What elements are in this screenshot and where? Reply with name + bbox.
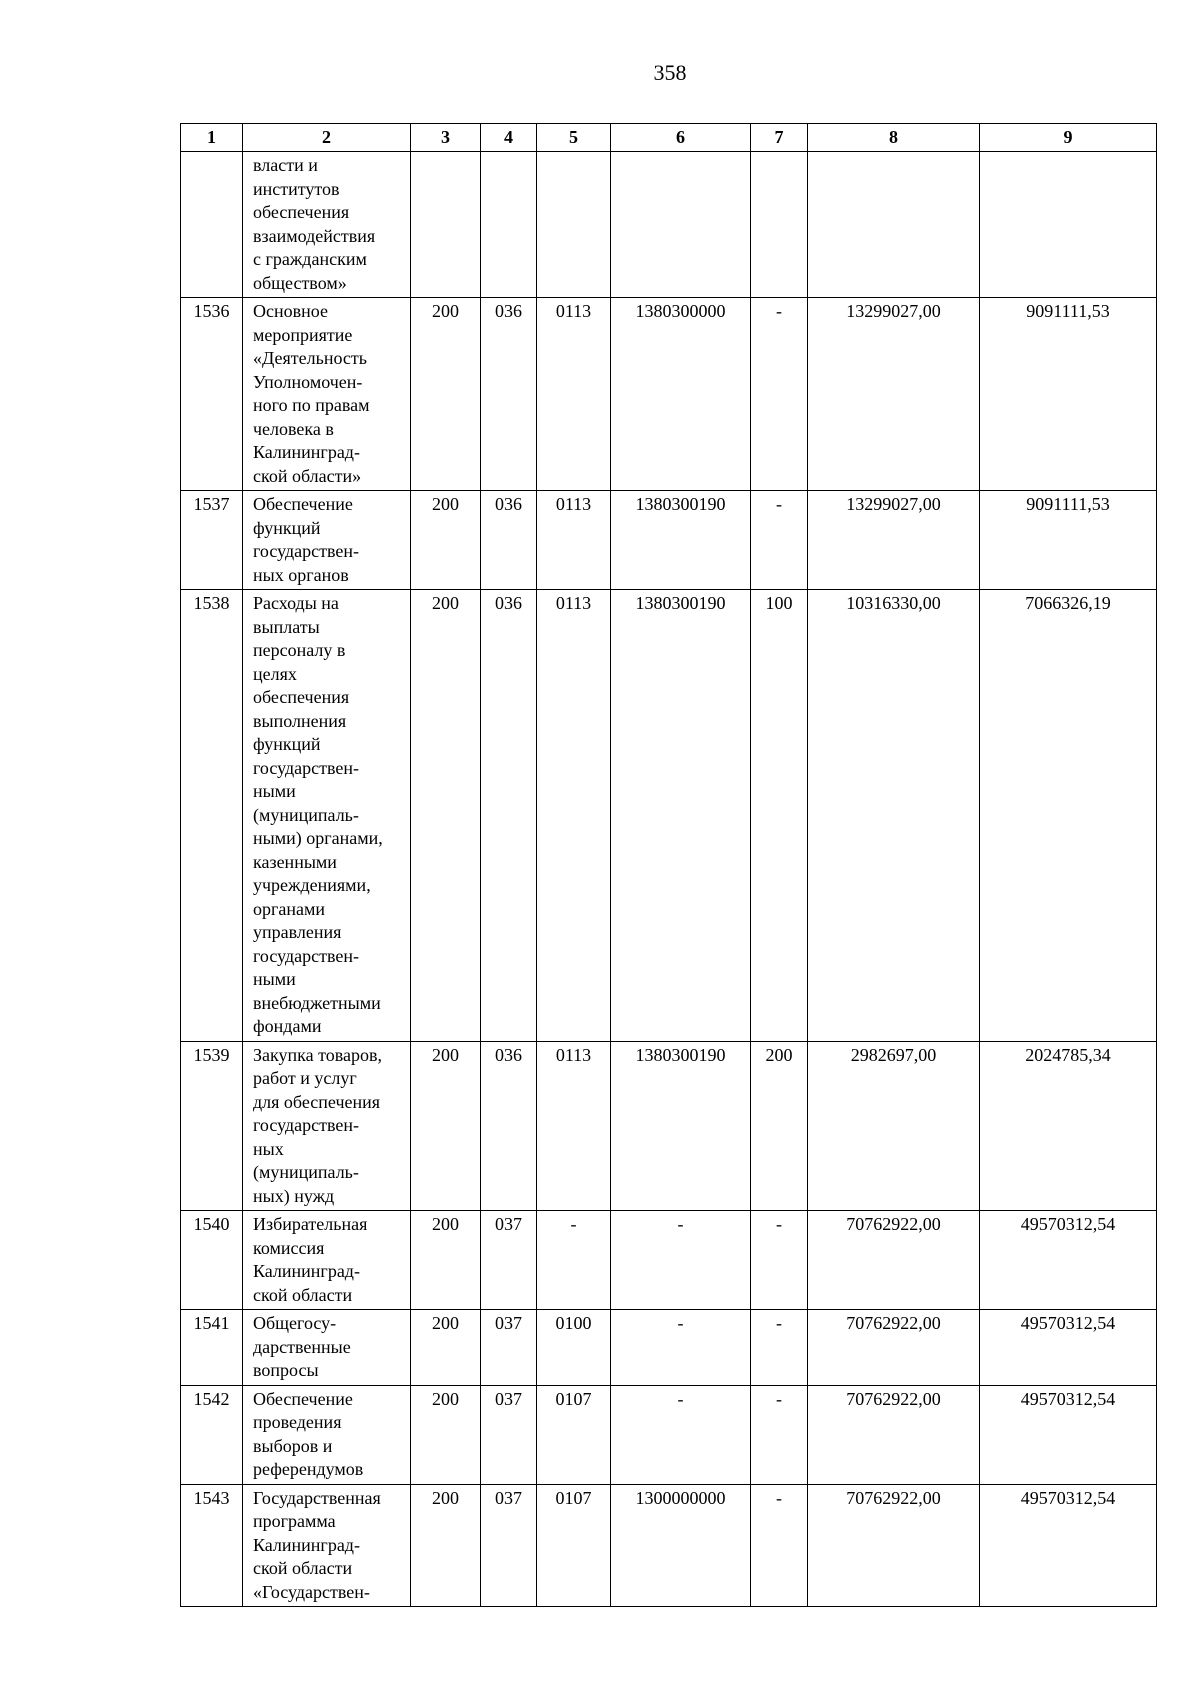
code-cell (611, 152, 751, 298)
row-number: 1538 (181, 590, 243, 1042)
code-cell: 036 (481, 491, 537, 590)
code-cell: 036 (481, 1041, 537, 1211)
code-cell: 0107 (537, 1484, 611, 1607)
code-cell (411, 152, 481, 298)
item-name: Избирательная комиссия Калининград- ской области (243, 1211, 411, 1310)
row-number: 1540 (181, 1211, 243, 1310)
header-cell: 7 (751, 124, 808, 152)
row-number: 1541 (181, 1310, 243, 1386)
code-cell: 1380300190 (611, 1041, 751, 1211)
amount-cell: 70762922,00 (808, 1385, 980, 1484)
code-cell: 1380300000 (611, 298, 751, 491)
code-cell (481, 152, 537, 298)
code-cell: 0100 (537, 1310, 611, 1386)
amount-cell: 2024785,34 (980, 1041, 1157, 1211)
item-name: Обеспечение функций государствен- ных органов (243, 491, 411, 590)
code-cell: - (611, 1310, 751, 1386)
code-cell: 200 (411, 1385, 481, 1484)
code-cell: - (751, 1211, 808, 1310)
code-cell: 036 (481, 590, 537, 1042)
amount-cell: 9091111,53 (980, 491, 1157, 590)
header-cell: 9 (980, 124, 1157, 152)
code-cell: 200 (411, 298, 481, 491)
item-name: власти и институтов обеспечения взаимодействия с гражданским обществом» (243, 152, 411, 298)
row-number (181, 152, 243, 298)
code-cell: 200 (411, 590, 481, 1042)
code-cell: - (751, 298, 808, 491)
code-cell: 036 (481, 298, 537, 491)
code-cell: 0113 (537, 491, 611, 590)
header-cell: 3 (411, 124, 481, 152)
table-row (181, 491, 1157, 590)
code-cell: 037 (481, 1310, 537, 1386)
code-cell: 200 (411, 1484, 481, 1607)
item-name: Общегосу- дарственные вопросы (243, 1310, 411, 1386)
amount-cell: 13299027,00 (808, 298, 980, 491)
amount-cell: 70762922,00 (808, 1211, 980, 1310)
amount-cell: 70762922,00 (808, 1484, 980, 1607)
code-cell: 1380300190 (611, 491, 751, 590)
amount-cell: 49570312,54 (980, 1385, 1157, 1484)
code-cell: 200 (411, 1211, 481, 1310)
budget-table (180, 123, 1157, 1607)
header-cell: 5 (537, 124, 611, 152)
item-name: Расходы на выплаты персоналу в целях обеспечения выполнения функций государствен- ными (муниципаль- ными) органами, казенными учреждениями, органами управления государствен- ными внебюджетными фондами (243, 590, 411, 1042)
code-cell: 0113 (537, 1041, 611, 1211)
header-cell: 2 (243, 124, 411, 152)
code-cell: 200 (411, 1041, 481, 1211)
header-cell: 6 (611, 124, 751, 152)
code-cell (751, 152, 808, 298)
page-number: 358 (653, 60, 687, 85)
code-cell: 200 (751, 1041, 808, 1211)
code-cell: - (751, 1484, 808, 1607)
row-number: 1539 (181, 1041, 243, 1211)
code-cell: 0113 (537, 298, 611, 491)
row-number: 1536 (181, 298, 243, 491)
item-name: Основное мероприятие «Деятельность Уполномочен- ного по правам человека в Калининград- ской области» (243, 298, 411, 491)
code-cell: 1300000000 (611, 1484, 751, 1607)
amount-cell: 49570312,54 (980, 1310, 1157, 1386)
table-row (181, 152, 1157, 298)
code-cell: - (751, 1385, 808, 1484)
table-row (181, 1211, 1157, 1310)
table-row (181, 1041, 1157, 1211)
row-number: 1543 (181, 1484, 243, 1607)
code-cell: - (751, 491, 808, 590)
code-cell: 0113 (537, 590, 611, 1042)
code-cell: - (611, 1211, 751, 1310)
table-row (181, 1310, 1157, 1386)
code-cell: 200 (411, 491, 481, 590)
code-cell: 037 (481, 1211, 537, 1310)
amount-cell: 2982697,00 (808, 1041, 980, 1211)
code-cell: 0107 (537, 1385, 611, 1484)
amount-cell (980, 152, 1157, 298)
amount-cell: 10316330,00 (808, 590, 980, 1042)
item-name: Обеспечение проведения выборов и референдумов (243, 1385, 411, 1484)
amount-cell: 49570312,54 (980, 1211, 1157, 1310)
item-name: Государственная программа Калининград- ской области «Государствен- (243, 1484, 411, 1607)
amount-cell: 49570312,54 (980, 1484, 1157, 1607)
table-row (181, 298, 1157, 491)
table-row (181, 1484, 1157, 1607)
code-cell (537, 152, 611, 298)
code-cell: 1380300190 (611, 590, 751, 1042)
amount-cell: 7066326,19 (980, 590, 1157, 1042)
table-row (181, 1385, 1157, 1484)
amount-cell (808, 152, 980, 298)
row-number: 1542 (181, 1385, 243, 1484)
amount-cell: 13299027,00 (808, 491, 980, 590)
table-row (181, 590, 1157, 1042)
code-cell: - (751, 1310, 808, 1386)
code-cell: 037 (481, 1385, 537, 1484)
header-cell: 4 (481, 124, 537, 152)
code-cell: 200 (411, 1310, 481, 1386)
code-cell: - (611, 1385, 751, 1484)
header-cell: 1 (181, 124, 243, 152)
code-cell: - (537, 1211, 611, 1310)
item-name: Закупка товаров, работ и услуг для обеспечения государствен- ных (муниципаль- ных) нужд (243, 1041, 411, 1211)
amount-cell: 70762922,00 (808, 1310, 980, 1386)
row-number: 1537 (181, 491, 243, 590)
code-cell: 100 (751, 590, 808, 1042)
amount-cell: 9091111,53 (980, 298, 1157, 491)
header-row (181, 124, 1157, 152)
code-cell: 037 (481, 1484, 537, 1607)
header-cell: 8 (808, 124, 980, 152)
